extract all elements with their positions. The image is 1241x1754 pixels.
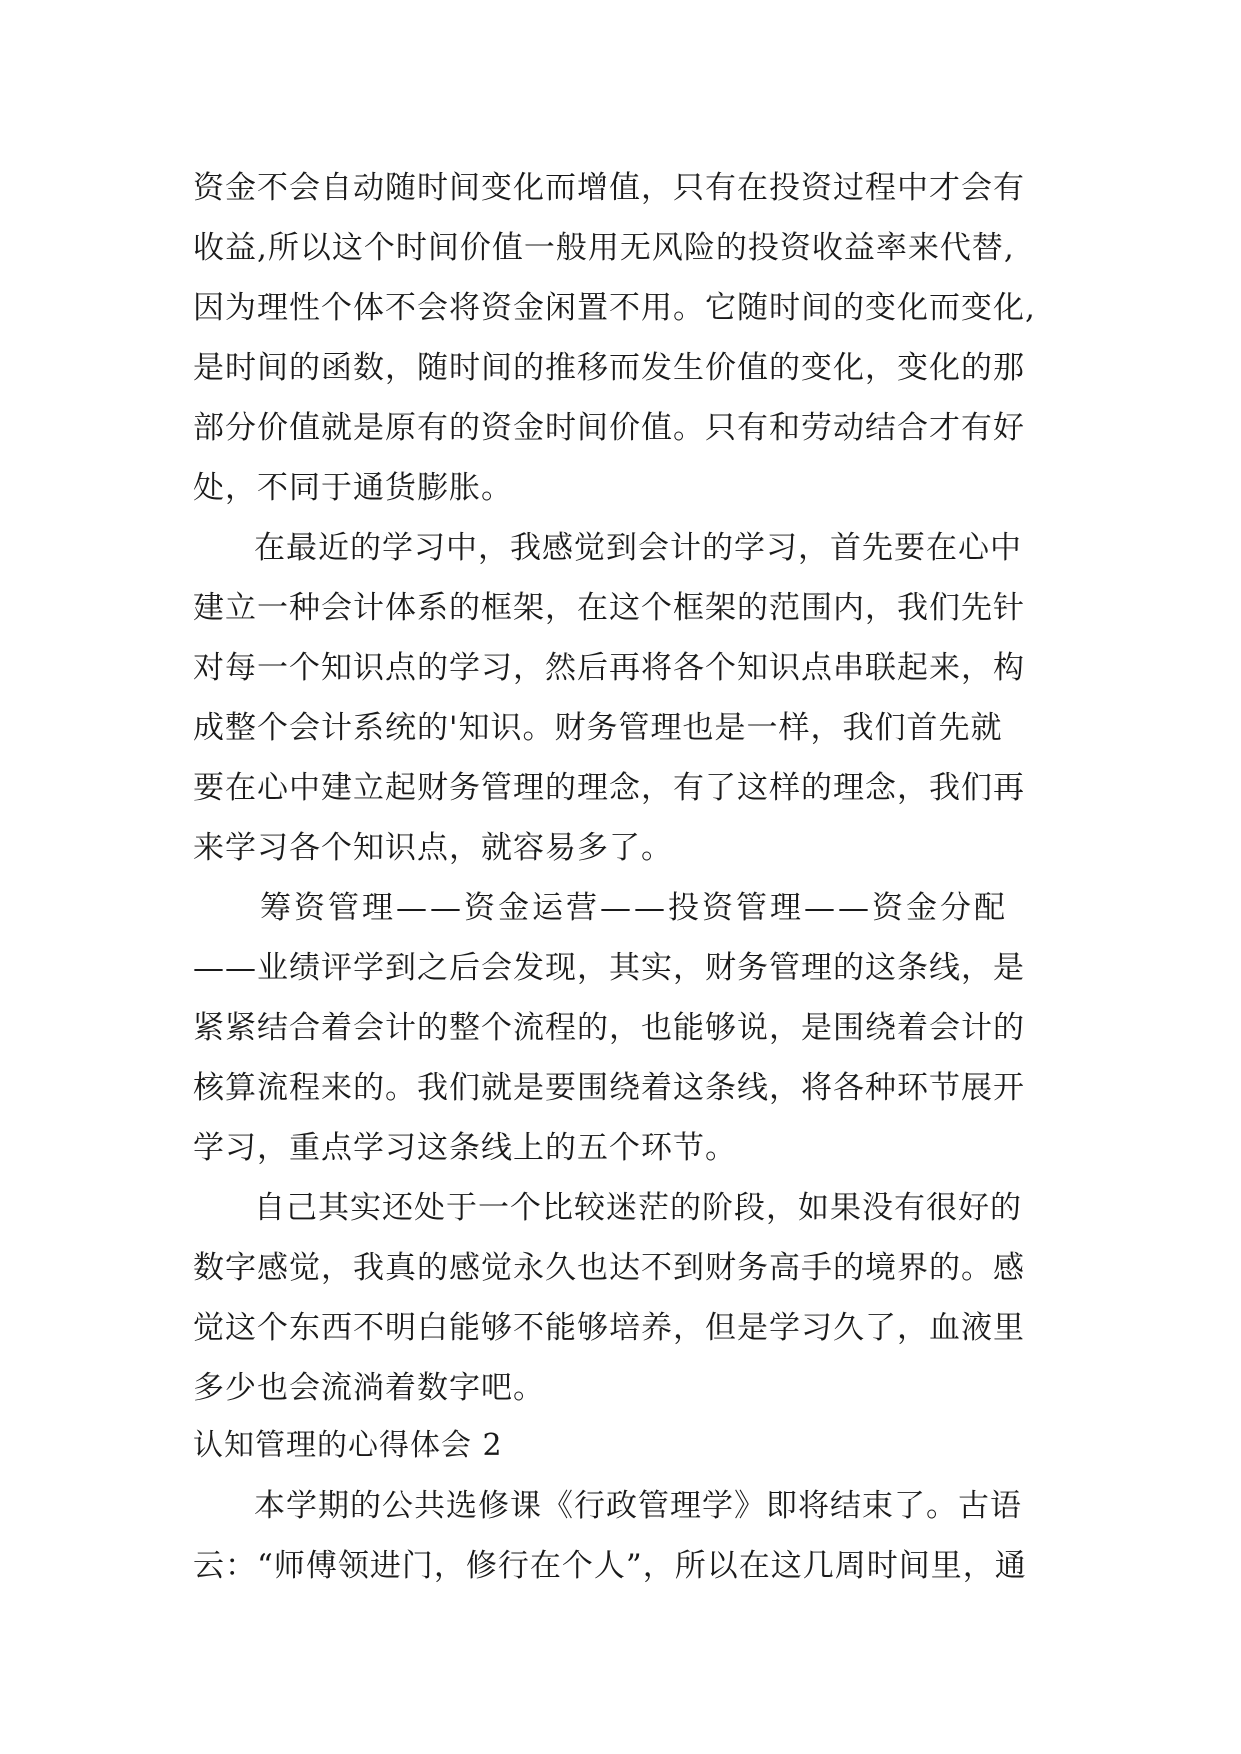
text-line: 多少也会流淌着数字吧。 [193, 1370, 545, 1406]
text-line: 成整个会计系统的'知识。财务管理也是一样，我们首先就 [193, 710, 1003, 746]
paragraph-first-line: 在最近的学习中，我感觉到会计的学习，首先要在心中 [254, 530, 1022, 566]
text-line: 数字感觉，我真的感觉永久也达不到财务高手的境界的。感 [193, 1250, 1025, 1286]
text-line: 学习，重点学习这条线上的五个环节。 [193, 1130, 737, 1166]
text-line: ——业绩评学到之后会发现，其实，财务管理的这条线，是 [193, 950, 1025, 986]
paragraph-first-line: 本学期的公共选修课《行政管理学》即将结束了。古语 [254, 1488, 1022, 1524]
text-line: 来学习各个知识点，就容易多了。 [193, 830, 673, 866]
text-line: 收益,所以这个时间价值一般用无风险的投资收益率来代替, [193, 230, 1015, 266]
paragraph-first-line: 筹资管理——资金运营——投资管理——资金分配 [260, 890, 1008, 926]
text-line: 资金不会自动随时间变化而增值，只有在投资过程中才会有 [193, 170, 1025, 206]
text-line: 觉这个东西不明白能够不能够培养，但是学习久了，血液里 [193, 1310, 1025, 1346]
section-heading: 认知管理的心得体会 2 [193, 1428, 503, 1463]
text-line: 处，不同于通货膨胀。 [193, 470, 513, 506]
text-line: 部分价值就是原有的资金时间价值。只有和劳动结合才有好 [193, 410, 1025, 446]
text-line: 因为理性个体不会将资金闲置不用。它随时间的变化而变化, [193, 290, 1036, 326]
text-line: 是时间的函数，随时间的推移而发生价值的变化，变化的那 [193, 350, 1025, 386]
text-line: 紧紧结合着会计的整个流程的，也能够说，是围绕着会计的 [193, 1010, 1025, 1046]
text-line: 要在心中建立起财务管理的理念，有了这样的理念，我们再 [193, 770, 1025, 806]
paragraph-first-line: 自己其实还处于一个比较迷茫的阶段，如果没有很好的 [254, 1190, 1022, 1226]
text-line: 核算流程来的。我们就是要围绕着这条线，将各种环节展开 [193, 1070, 1025, 1106]
text-line: 云：“师傅领进门，修行在个人”，所以在这几周时间里，通 [193, 1548, 1027, 1584]
text-line: 建立一种会计体系的框架，在这个框架的范围内，我们先针 [193, 590, 1025, 626]
text-line: 对每一个知识点的学习，然后再将各个知识点串联起来，构 [193, 650, 1025, 686]
